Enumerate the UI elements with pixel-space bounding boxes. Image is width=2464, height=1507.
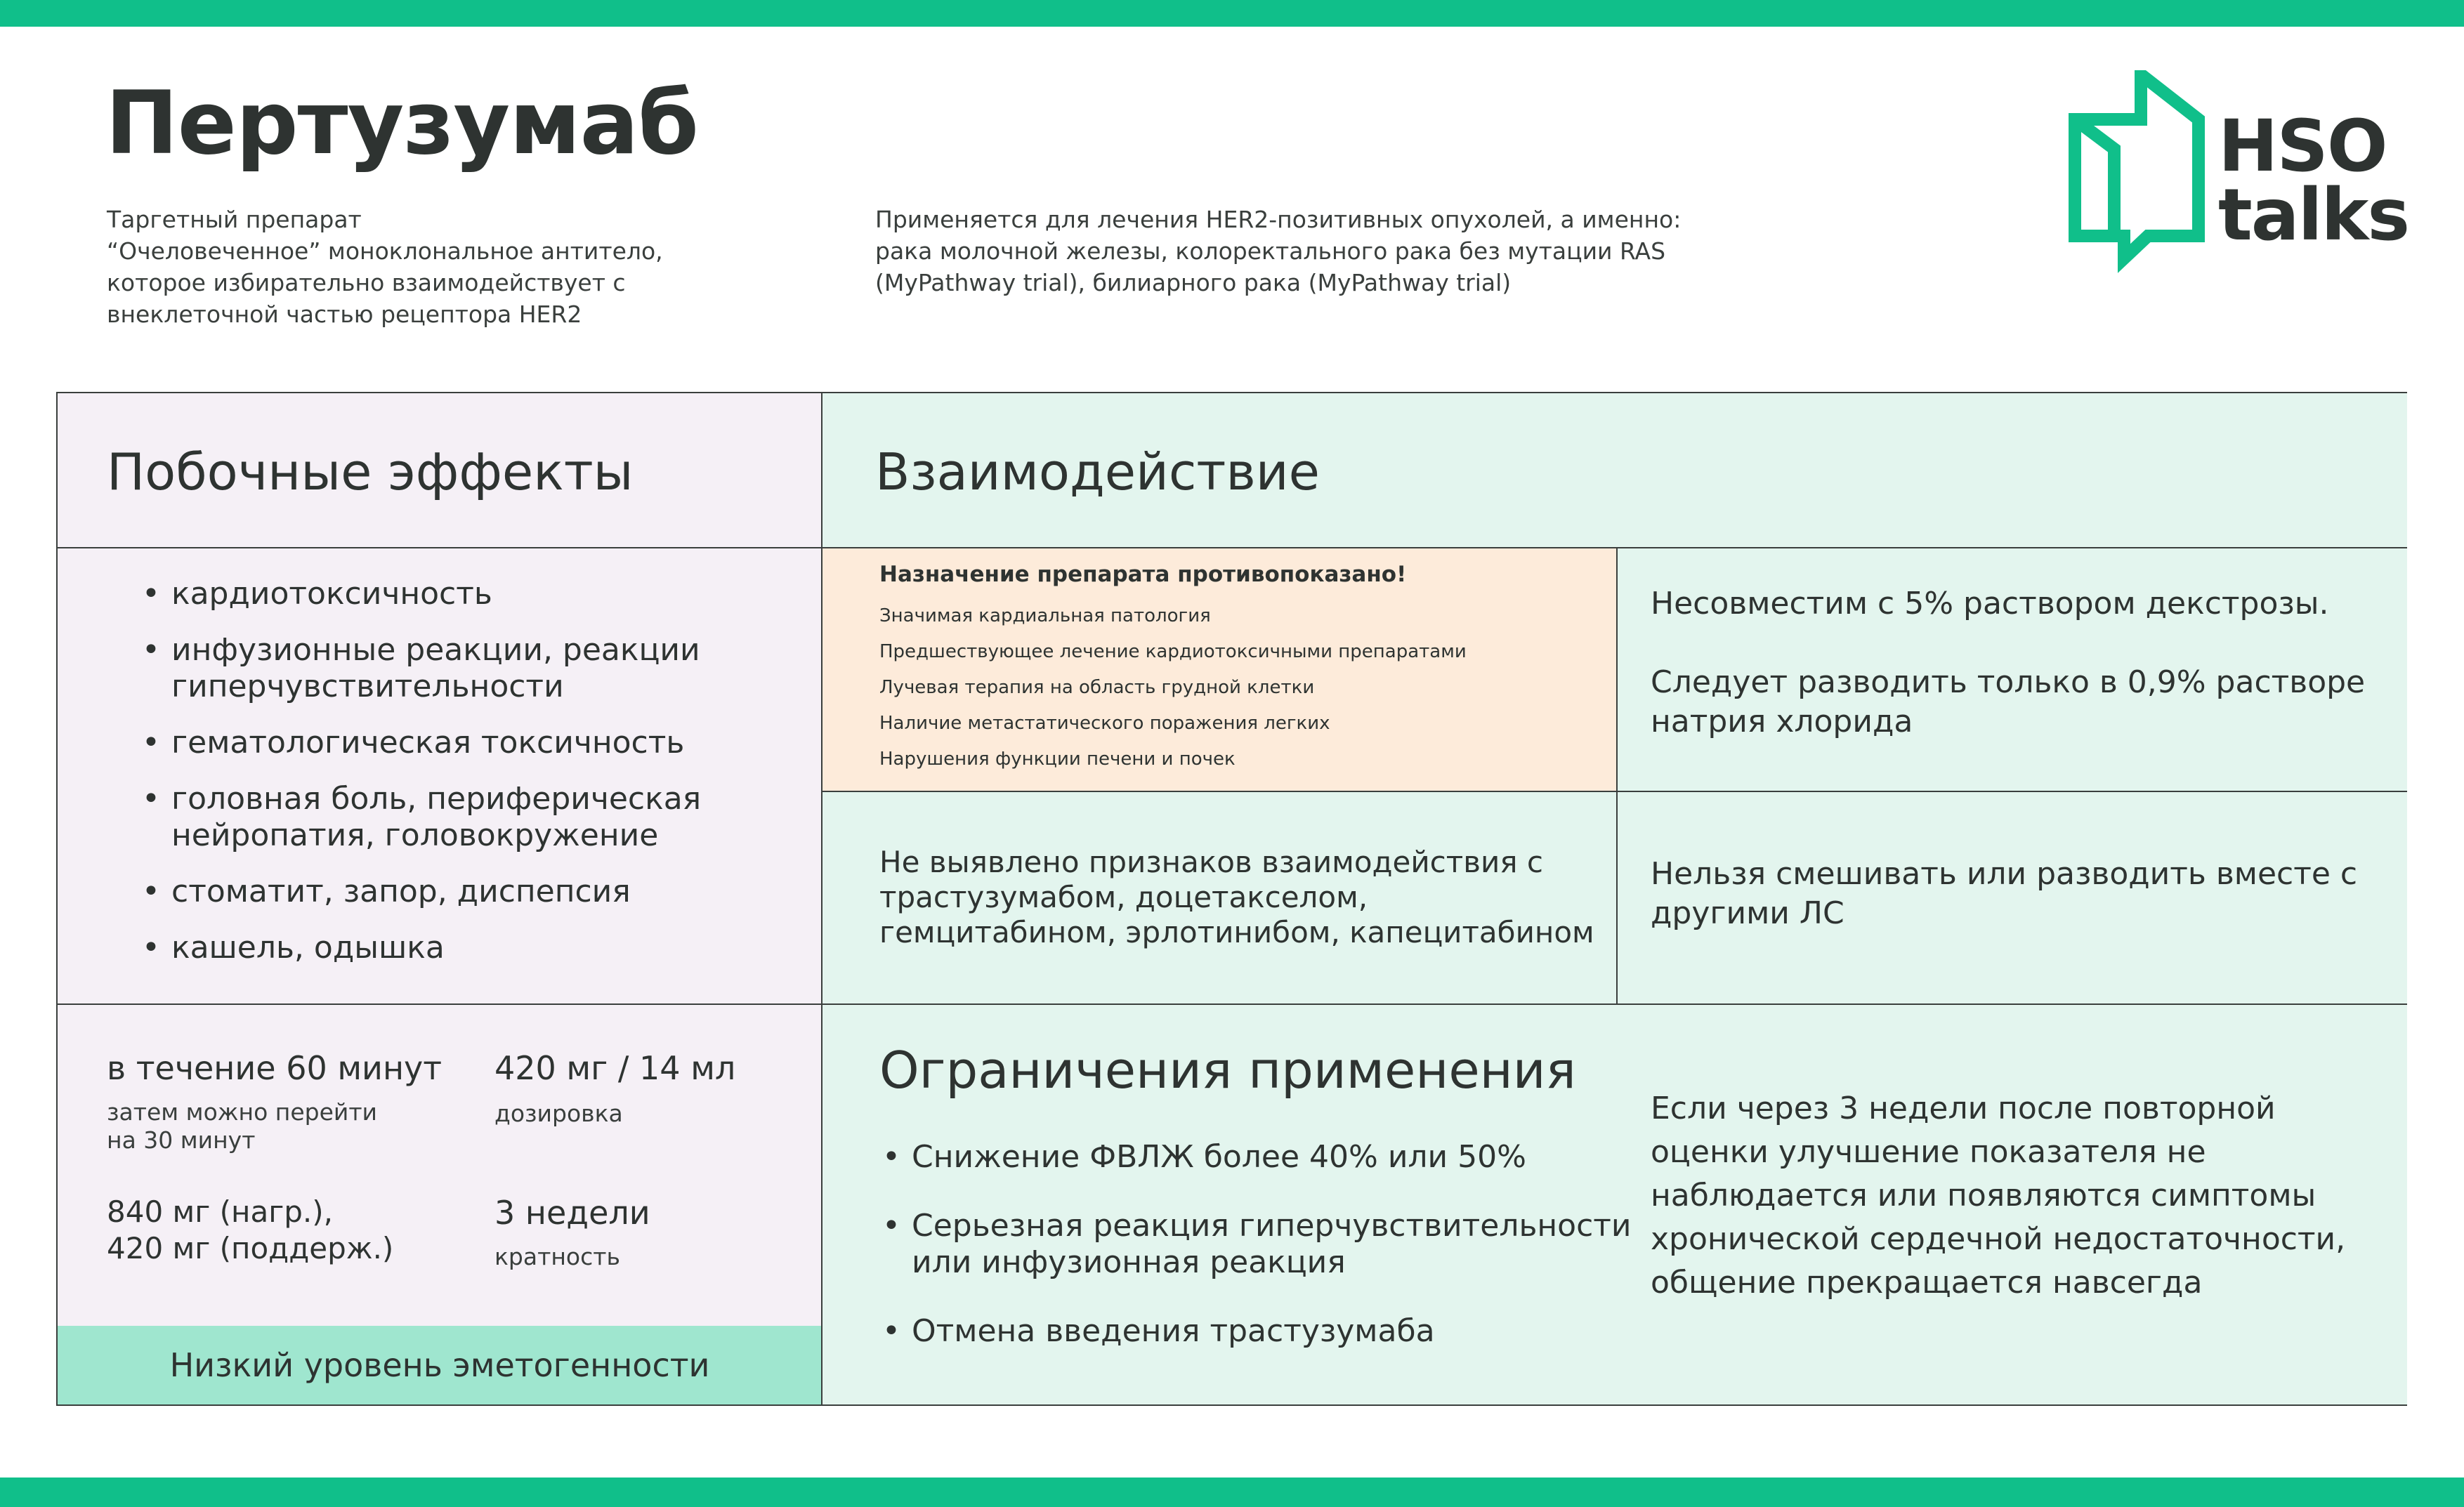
top-accent-bar <box>0 0 2464 27</box>
incompatible-text: Несовместим с 5% раствором декстрозы. <box>1651 586 2329 621</box>
grid-divider <box>822 791 2407 792</box>
infusion-duration: в течение 60 минут <box>107 1049 443 1087</box>
interaction-header <box>822 393 2407 548</box>
hso-talks-logo <box>2065 70 2430 274</box>
list-item: Наличие метастатического поражения легких <box>879 713 1330 734</box>
logo-text-hso: HSO <box>2218 105 2387 188</box>
drug-description <box>107 204 663 330</box>
limitations-title: Ограничения применения <box>879 1041 1576 1100</box>
list-item: • Отмена введения трастузумаба <box>882 1313 1632 1350</box>
description-line: которое избирательно взаимодействует с <box>107 269 626 296</box>
list-item: Предшествующее лечение кардиотоксичными препаратами <box>879 641 1467 662</box>
list-item: • головная боль, периферическая нейропатия, головокружение <box>142 781 701 854</box>
no-interaction-text: Не выявлено признаков взаимодействия с трастузумабом, доцетакселом, гемцитабином, эрлотинибом, капецитабином <box>879 845 1594 949</box>
description-line: Таргетный препарат <box>107 206 362 233</box>
grid-divider <box>1616 548 1618 1004</box>
side-effects-panel <box>58 548 822 1004</box>
limitations-note: Если через 3 недели после повторной оценки улучшение показателя не наблюдается или появляются симптомы хронической сердечной недостаточности, общение прекращается навсегда <box>1651 1091 2346 1301</box>
indications-line: Применяется для лечения HER2-позитивных опухолей, а именно: <box>875 206 1682 233</box>
list-item: Значимая кардиальная патология <box>879 605 1211 626</box>
side-effects-list <box>142 576 701 986</box>
solvent-panel <box>1617 548 2407 791</box>
indications-line: рака молочной железы, колоректального рака без мутации RAS <box>875 237 1666 265</box>
list-item: • кардиотоксичность <box>142 576 701 612</box>
limitations-panel <box>822 1004 2407 1404</box>
emetogenicity-bar <box>58 1326 822 1404</box>
description-line: внеклеточной частью рецептора HER2 <box>107 301 582 328</box>
limitations-list <box>882 1139 1632 1382</box>
indications-line: (MyPathway trial), билиарного рака (MyPathway trial) <box>875 269 1512 296</box>
info-grid <box>56 392 2407 1406</box>
no-interaction-panel <box>822 791 1617 1004</box>
grid-divider <box>58 1003 2407 1005</box>
logo-text-talks: talks <box>2218 173 2409 257</box>
emetogenicity-label: Низкий уровень эметогенности <box>169 1346 710 1384</box>
page-title: Пертузумаб <box>105 73 698 174</box>
dosing-panel <box>58 1004 822 1326</box>
speech-book-icon <box>2065 70 2206 274</box>
contraindications-list <box>879 605 1467 784</box>
frequency-value: 3 недели <box>494 1194 650 1232</box>
list-item: • Снижение ФВЛЖ более 40% или 50% <box>882 1139 1632 1176</box>
loading-dose: 840 мг (нагр.), 420 мг (поддерж.) <box>107 1195 394 1265</box>
side-effects-title: Побочные эффекты <box>107 442 634 501</box>
list-item: Нарушения функции печени и почек <box>879 749 1236 770</box>
grid-divider <box>58 547 2407 548</box>
list-item: • инфузионные реакции, реакции гиперчувствительности <box>142 632 701 705</box>
dilute-text: Следует разводить только в 0,9% растворе натрия хлорида <box>1651 664 2366 739</box>
list-item: • Серьезная реакция гиперчувствительности или инфузионная реакция <box>882 1208 1632 1281</box>
grid-divider <box>821 393 823 1404</box>
frequency-label: кратность <box>494 1243 620 1270</box>
contraindication-warning: Назначение препарата противопоказано! <box>879 562 1407 587</box>
duration-note: затем можно перейти на 30 минут <box>107 1098 377 1154</box>
list-item: • гематологическая токсичность <box>142 725 701 761</box>
description-line: “Очеловеченное” моноклональное антитело, <box>107 237 663 265</box>
contraindications-panel <box>822 548 1617 791</box>
dose-label: дозировка <box>494 1100 623 1127</box>
list-item: • стоматит, запор, диспепсия <box>142 874 701 910</box>
list-item: • кашель, одышка <box>142 930 701 966</box>
drug-indications <box>875 204 1681 298</box>
no-mixing-text: Нельзя смешивать или разводить вместе с другими ЛС <box>1651 856 2358 931</box>
dose-value: 420 мг / 14 мл <box>494 1049 736 1087</box>
interaction-title: Взаимодействие <box>875 442 1320 501</box>
list-item: Лучевая терапия на область грудной клетки <box>879 677 1315 698</box>
no-mixing-panel <box>1617 791 2407 1004</box>
bottom-accent-bar <box>0 1478 2464 1507</box>
side-effects-header <box>58 393 822 548</box>
